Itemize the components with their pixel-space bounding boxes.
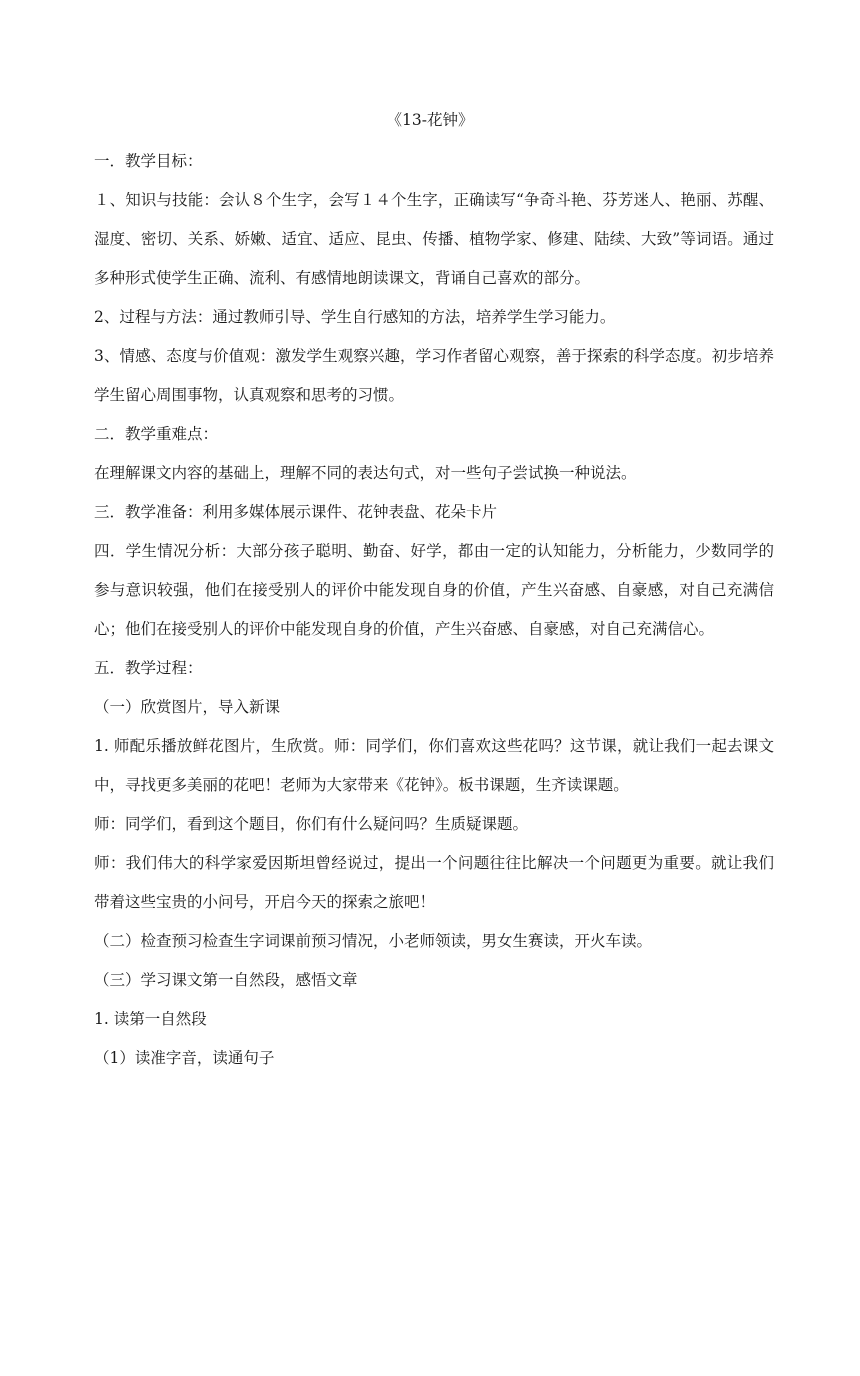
paragraph-emotion-attitude: 3、情感、态度与价值观：激发学生观察兴趣，学习作者留心观察，善于探索的科学态度。初步培养学生留心周围事物，认真观察和思考的习惯。 xyxy=(94,347,774,404)
paragraph-student-analysis: 四．学生情况分析：大部分孩子聪明、勤奋、好学，都由一定的认知能力，分析能力，少数同学的参与意识较强，他们在接受别人的评价中能发现自身的价值，产生兴奋感、自豪感，对自己充满信心；他们在接受别人的评价中能发现自身的价值，产生兴奋感、自豪感，对自己充满信心。 xyxy=(94,542,774,638)
subheading-appreciate-pictures: （一）欣赏图片，导入新课 xyxy=(94,698,281,716)
paragraph-music-flowers: 1. 师配乐播放鲜花图片，生欣赏。师：同学们，你们喜欢这些花吗？这节课，就让我们一起去课文中，寻找更多美丽的花吧！老师为大家带来《花钟》。板书课题，生齐读课题。 xyxy=(94,737,774,794)
document-body xyxy=(94,150,774,1078)
section-heading-key-points: 二．教学重难点： xyxy=(94,425,219,443)
subheading-first-paragraph: （三）学习课文第一自然段，感悟文章 xyxy=(94,971,358,989)
paragraph-process-method: 2、过程与方法：通过教师引导、学生自行感知的方法，培养学生学习能力。 xyxy=(94,308,616,326)
document-title: 《13-花钟》 xyxy=(386,111,474,129)
section-heading-process: 五．教学过程： xyxy=(94,659,203,677)
list-item-read-pronunciation: （1）读准字音，读通句子 xyxy=(94,1049,275,1067)
section-heading-preparation: 三．教学准备：利用多媒体展示课件、花钟表盘、花朵卡片 xyxy=(94,503,498,521)
paragraph-key-points: 在理解课文内容的基础上，理解不同的表达句式，对一些句子尝试换一种说法。 xyxy=(94,464,637,482)
subheading-check-preview: （二）检查预习检查生字词课前预习情况，小老师领读，男女生赛读，开火车读。 xyxy=(94,932,653,950)
paragraph-question-title: 师：同学们，看到这个题目，你们有什么疑问吗？生质疑课题。 xyxy=(94,815,529,833)
section-heading-objectives: 一．教学目标： xyxy=(94,152,203,170)
list-item-read-first-paragraph: 1. 读第一自然段 xyxy=(94,1010,207,1028)
paragraph-knowledge-skills: １、知识与技能：会认８个生字，会写１４个生字，正确读写“争奇斗艳、芬芳迷人、艳丽、苏醒、湿度、密切、关系、娇嫩、适宜、适应、昆虫、传播、植物学家、修建、陆续、大致”等词语。通过多种形式使学生正确、流利、有感情地朗读课文，背诵自己喜欢的部分。 xyxy=(94,191,774,287)
paragraph-einstein-quote: 师：我们伟大的科学家爱因斯坦曾经说过，提出一个问题往往比解决一个问题更为重要。就让我们带着这些宝贵的小问号，开启今天的探索之旅吧！ xyxy=(94,854,774,911)
